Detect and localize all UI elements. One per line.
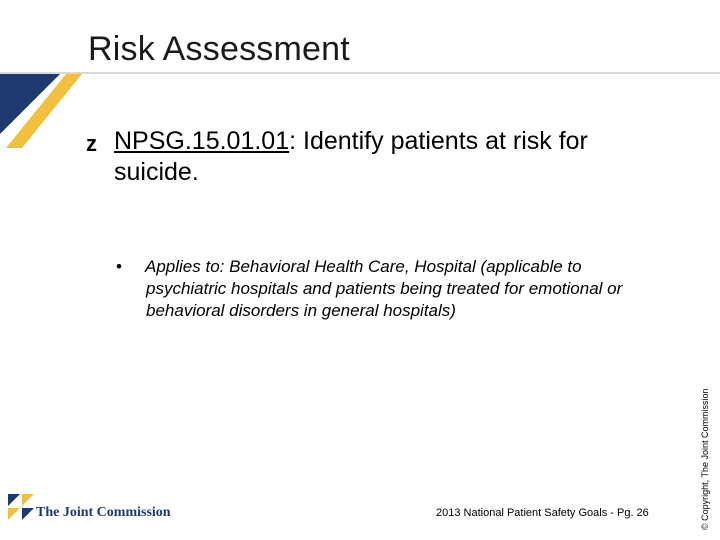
joint-commission-logo-icon bbox=[8, 494, 36, 522]
bullet-body: Identify patients at risk for suicide. bbox=[114, 127, 588, 186]
page-footer-note: 2013 National Patient Safety Goals - Pg. 26 bbox=[436, 507, 649, 519]
logo-wordmark: The Joint Commission bbox=[36, 505, 171, 520]
corner-decoration bbox=[0, 74, 82, 148]
main-bullet-text bbox=[86, 126, 646, 188]
copyright-notice: © Copyright, The Joint Commission bbox=[700, 388, 710, 530]
title-divider bbox=[0, 72, 720, 74]
npsg-link[interactable]: NPSG.15.01.01 bbox=[114, 127, 290, 155]
slide-title: Risk Assessment bbox=[88, 30, 350, 68]
bullet-icon: z bbox=[86, 131, 97, 156]
sub-bullet bbox=[116, 256, 648, 322]
main-bullet bbox=[86, 126, 646, 188]
sub-bullet-dot: • bbox=[116, 257, 122, 276]
sub-bullet-text: Applies to: Behavioral Health Care, Hospital (applicable to psychiatric hospitals and patients being treated for emotional or behavioral disorders in general hospitals) bbox=[145, 257, 623, 320]
bullet-colon: : bbox=[289, 127, 297, 155]
